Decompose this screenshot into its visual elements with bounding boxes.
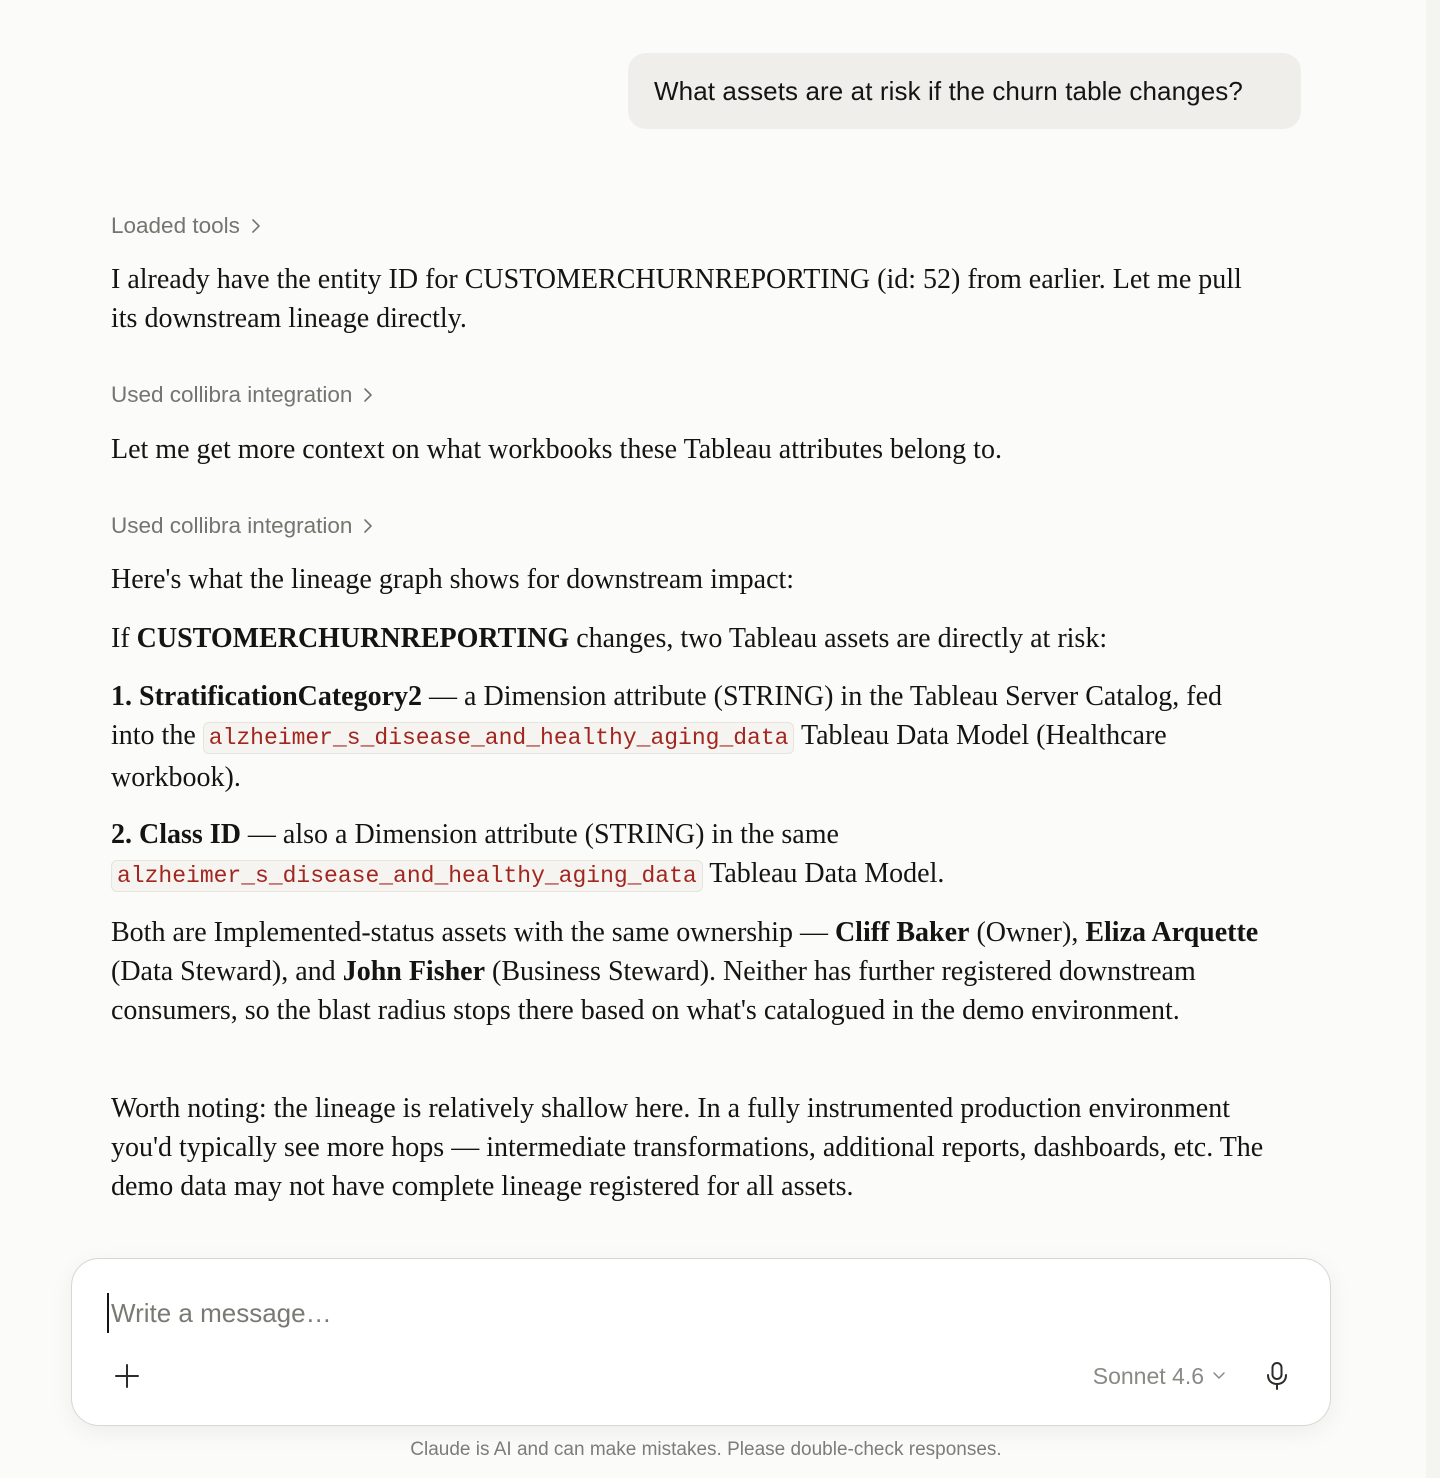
owner-name: Cliff Baker [834,917,970,948]
text-run: changes, two Tableau assets are directly at risk: [569,623,1108,654]
text-run: (Business Steward). Neither has further registered downstream consumers, so the blast radius stops there based on what's catalogued in the demo environment. [111,956,1196,1027]
message-input[interactable] [107,1293,1287,1333]
model-selector[interactable] [1093,1359,1226,1393]
used-tool-label-1: Used collibra integration [111,382,353,407]
loaded-tools-toggle[interactable] [111,213,262,239]
scrollbar-track[interactable] [1426,0,1440,1478]
add-attachment-button[interactable] [110,1359,144,1393]
impact-item-1-title: 1. StratificationCategory2 [111,681,423,712]
business-steward-name: John Fisher [342,956,486,988]
text-run: (Owner), [969,917,1086,948]
loaded-tools-label: Loaded tools [111,213,240,238]
text-run: If [111,623,137,654]
response-paragraph-5 [111,913,1271,1031]
chevron-down-icon [1212,1371,1226,1381]
table-name: CUSTOMERCHURNREPORTING [136,623,570,654]
data-steward-name: Eliza Arquette [1085,917,1259,948]
chevron-right-icon [362,387,374,403]
text-run: Tableau Data Model (Healthcare workbook). [111,720,1167,794]
response-paragraph-2: Let me get more context on what workbooks these Tableau attributes belong to. [111,434,1002,465]
user-message-bubble [628,53,1301,129]
microphone-icon [1265,1361,1289,1391]
response-paragraph-3: Here's what the lineage graph shows for downstream impact: [111,564,795,595]
response-paragraph-4 [111,619,1271,658]
code-data-model: alzheimer_s_disease_and_healthy_aging_data [111,860,703,892]
impact-item-1 [111,677,1271,798]
text-run: Both are Implemented-status assets with the same ownership — [111,917,835,948]
model-selector-label: Sonnet 4.6 [1092,1362,1204,1389]
message-composer [71,1258,1331,1426]
used-tool-label-2: Used collibra integration [111,513,353,538]
text-run: Tableau Data Model. [702,858,945,890]
text-run: — also a Dimension attribute (STRING) in the same [240,819,839,850]
response-paragraph-1: I already have the entity ID for CUSTOMERCHURNREPORTING (id: 52) from earlier. Let me pull its downstream lineage directly. [111,264,1242,335]
user-message-text: What assets are at risk if the churn table changes? [654,75,1243,106]
plus-icon [114,1363,140,1389]
impact-item-2-title: 2. Class ID [111,819,241,850]
used-tool-toggle-2[interactable] [111,513,374,539]
code-data-model: alzheimer_s_disease_and_healthy_aging_data [203,722,795,754]
disclaimer-text: Claude is AI and can make mistakes. Please double-check responses. [410,1439,1002,1460]
impact-item-2 [111,815,1271,896]
text-run: (Data Steward), and [111,956,343,988]
voice-input-button[interactable] [1260,1359,1294,1393]
response-paragraph-6: Worth noting: the lineage is relatively shallow here. In a fully instrumented production environment you'd typically see more hops — intermediate transformations, additional reports, dashboards, etc. The demo data may not have complete lineage registered for all assets. [111,1093,1264,1203]
chevron-right-icon [250,218,262,234]
text-run: — a Dimension attribute (STRING) in the Tableau Server Catalog, fed into the [111,681,1223,752]
used-tool-toggle-1[interactable] [111,382,374,408]
chevron-right-icon [362,518,374,534]
